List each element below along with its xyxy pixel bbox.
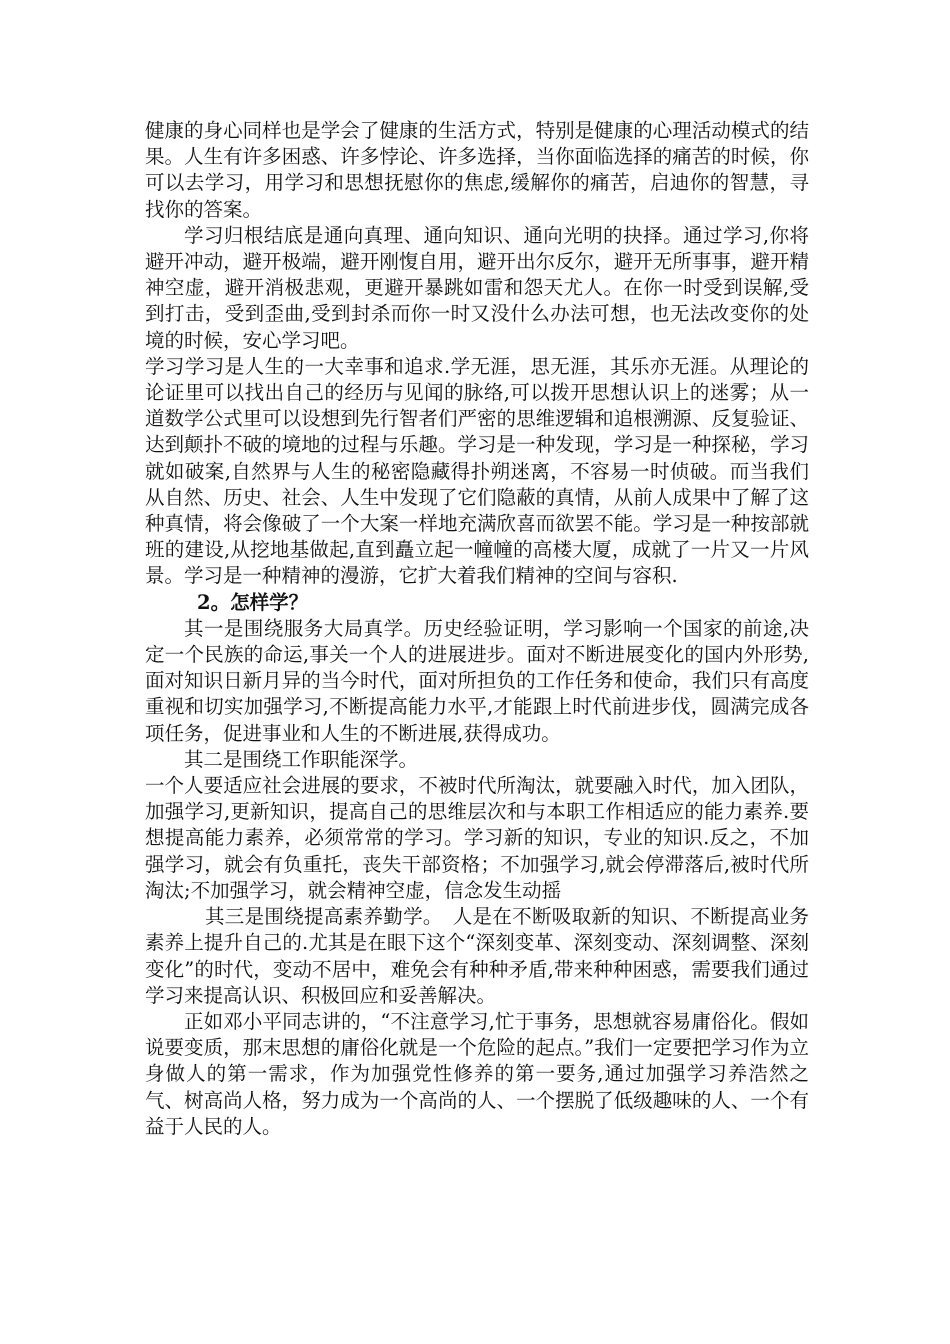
paragraph-point-two-title: 其二是围绕工作职能深学。 <box>184 747 419 771</box>
paragraph-point-one: 其一是围绕服务大局真学。历史经验证明，学习影响一个国家的前途,决定一个民族的命运,事关一个人的进展进步。面对不断进展变化的国内外形势,面对知识日新月异的当今时代，面对所担负的工作任务和使命，我们只有高度重视和切实加强学习,不断提高能力水平,才能跟上时代前进步伐，圆满完成各项任务，促进事业和人生的不断进展,获得成功。 <box>145 616 809 745</box>
paragraph-point-three: 其三是围绕提高素养勤学。 人是在不断吸取新的知识、不断提高业务素养上提升自己的.尤其是在眼下这个“深刻变革、深刻变动、深刻调整、深刻变化”的时代，变动不居中，难免会有种种矛盾,带来种种困惑，需要我们通过学习来提高认识、积极回应和妥善解决。 <box>145 905 809 1007</box>
paragraph-deng-quote: 正如邓小平同志讲的，“不注意学习,忙于事务，思想就容易庸俗化。假如说要变质，那末思想的庸俗化就是一个危险的起点。”我们一定要把学习作为立身做人的第一需求，作为加强党性修养的第一要务,通过加强学习养浩然之气、树高尚人格，努力成为一个高尚的人、一个摆脱了低级趣味的人、一个有益于人民的人。 <box>145 1009 809 1138</box>
document-page <box>145 118 809 1140</box>
section-heading-how-to-learn: 2。怎样学？ <box>197 590 309 614</box>
paragraph-learning-joy: 学习学习是人生的一大幸事和追求.学无涯，思无涯，其乐亦无涯。从理论的论证里可以找出自己的经历与见闻的脉络,可以拨开思想认识上的迷雾；从一道数学公式里可以设想到先行智者们严密的思维逻辑和追根溯源、反复验证、达到颠扑不破的境地的过程与乐趣。学习是一种发现，学习是一种探秘，学习就如破案,自然界与人生的秘密隐藏得扑朔迷离，不容易一时侦破。而当我们从自然、历史、社会、人生中发现了它们隐蔽的真情，从前人成果中了解了这种真情，将会像破了一个大案一样地充满欣喜而欲罢不能。学习是一种按部就班的建设,从挖地基做起,直到矗立起一幢幢的高楼大厦，成就了一片又一片风景。学习是一种精神的漫游，它扩大着我们精神的空间与容积. <box>145 354 809 588</box>
paragraph-learning-choice: 学习归根结底是通向真理、通向知识、通向光明的抉择。通过学习,你将避开冲动，避开极端，避开刚愎自用，避开出尔反尔，避开无所事事，避开精神空虚，避开消极悲观，更避开暴跳如雷和怨天尤人。在你一时受到误解,受到打击，受到歪曲,受到封杀而你一时又没什么办法可想，也无法改变你的处境的时候，安心学习吧。 <box>145 223 809 352</box>
paragraph-point-two-body: 一个人要适应社会进展的要求，不被时代所淘汰，就要融入时代，加入团队，加强学习,更新知识，提高自己的思维层次和与本职工作相适应的能力素养.要想提高能力素养，必须常常的学习。学习新的知识，专业的知识.反之，不加强学习，就会有负重托，丧失干部资格；不加强学习,就会停滞落后,被时代所淘汰;不加强学习，就会精神空虚，信念发生动摇 <box>145 774 809 902</box>
paragraph-healthy-mind: 健康的身心同样也是学会了健康的生活方式，特别是健康的心理活动模式的结果。人生有许多困惑、许多悖论、许多选择，当你面临选择的痛苦的时候，你可以去学习，用学习和思想抚慰你的焦虑,缓解你的痛苦，启迪你的智慧，寻找你的答案。 <box>145 119 809 221</box>
